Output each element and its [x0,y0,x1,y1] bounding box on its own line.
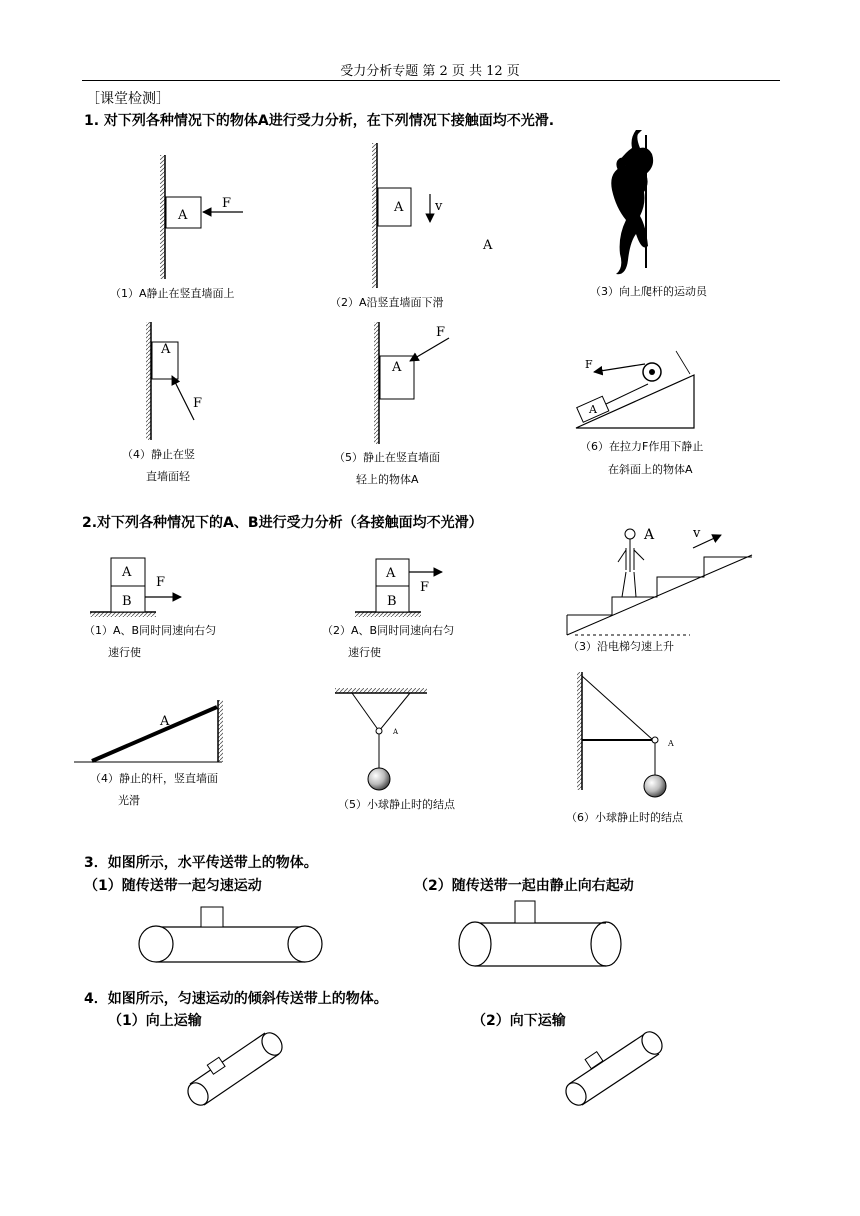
section-tag: ［课堂检测］ [86,91,170,107]
q1-caption-5a: （5）静止在竖直墙面 [334,451,440,464]
q1-fig4-label-F: F [193,396,203,411]
q1-fig6-label-F: F [585,358,593,371]
q1-caption-4b: 直墙面轻 [146,470,190,483]
q2-caption-6: （6）小球静止时的结点 [566,811,683,824]
q4-conveyor-1 [184,1029,286,1109]
q2-caption-4b: 光滑 [118,794,140,807]
q1-fig2-label-A: A [394,200,404,215]
q4-sub1: （1）向上运输 [108,1013,202,1029]
q2-caption-5: （5）小球静止时的结点 [338,798,455,811]
q1-fig5-label-A: A [392,360,402,375]
q3-conveyor-1 [139,907,322,962]
q3-title: 3．如图所示，水平传送带上的物体。 [84,855,318,871]
q2-fig4-label-A: A [160,714,170,729]
q2-fig3-label-A: A [644,527,655,543]
q1-caption-6b: 在斜面上的物体A [608,463,693,476]
q1-fig2 [372,143,430,288]
q2-fig2-label-A: A [386,566,396,581]
q4-conveyor-2 [562,1028,666,1109]
q2-fig2-label-F: F [420,580,430,595]
q2-fig1-label-A: A [122,565,132,580]
q1-fig1-label-A: A [178,208,188,223]
page-header: 受力分析专题 第 2 页 共 12 页 [340,64,520,79]
q1-caption-4a: （4）静止在竖 [122,448,195,461]
q2-fig2-label-B: B [387,594,397,609]
q2-fig1-label-F: F [156,575,166,590]
q1-fig3-climber [611,130,653,274]
q2-caption-1b: 速行使 [108,646,141,659]
q1-title: 1. 对下列各种情况下的物体A进行受力分析，在下列情况下接触面均不光滑. [84,113,555,129]
q1-fig1 [160,155,243,279]
stray-label-A: A [483,238,493,253]
q1-fig4 [146,322,194,440]
q1-caption-2: （2）A沿竖直墙面下滑 [330,296,444,309]
q2-caption-4a: （4）静止的杆，竖直墙面 [90,772,218,785]
q1-fig6-label-A: A [589,403,597,416]
q2-caption-3: （3）沿电梯匀速上升 [568,640,674,653]
q2-fig6-label-A: A [668,739,674,748]
q3-sub2: （2）随传送带一起由静止向右起动 [414,878,634,894]
q1-fig5-label-F: F [436,325,446,340]
q2-fig3-escalator [567,529,752,635]
q3-sub1: （1）随传送带一起匀速运动 [84,878,262,894]
q2-fig3-label-v: v [693,526,701,541]
q1-caption-1: （1）A静止在竖直墙面上 [110,287,235,300]
q1-fig1-label-F: F [222,196,232,211]
q2-title: 2.对下列各种情况下的A、B进行受力分析（各接触面均不光滑） [82,515,483,531]
q2-fig5-label-A: A [393,728,399,736]
q2-fig6-bracket [577,672,666,797]
q2-caption-1a: （1）A、B同时同速向右匀 [84,624,217,637]
q2-caption-2a: （2）A、B同时同速向右匀 [322,624,455,637]
q1-fig4-label-A: A [161,342,171,357]
q1-fig5 [374,322,449,444]
q1-caption-3: （3）向上爬杆的运动员 [590,285,707,298]
q1-fig2-label-v: v [435,199,443,214]
q2-fig4-rod [74,700,223,762]
q1-caption-6a: （6）在拉力F作用下静止 [580,440,704,453]
q1-caption-5b: 轻上的物体A [356,473,419,486]
q2-fig5-hanging-ball [335,688,427,790]
q4-title: 4．如图所示，匀速运动的倾斜传送带上的物体。 [84,991,388,1007]
q2-caption-2b: 速行使 [348,646,381,659]
q2-fig1-label-B: B [122,594,132,609]
q2-fig1 [90,558,181,617]
q1-fig6-incline [576,351,694,428]
q3-conveyor-2 [459,901,621,966]
q4-sub2: （2）向下运输 [472,1013,566,1029]
